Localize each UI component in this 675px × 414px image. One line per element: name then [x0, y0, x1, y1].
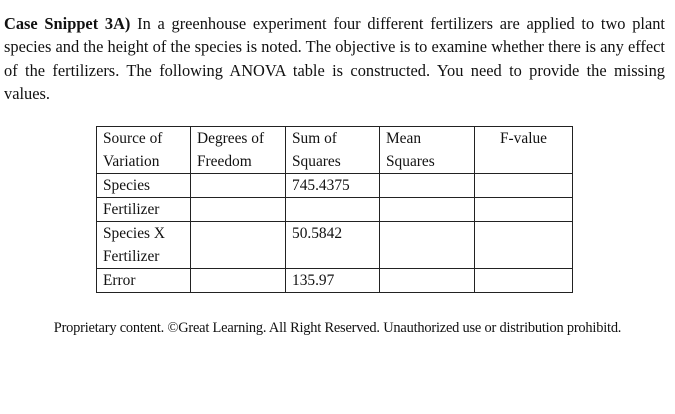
question-paragraph — [4, 12, 665, 105]
cell-ss: 50.5842 — [286, 222, 380, 269]
header-mean-squares: Mean Squares — [380, 127, 475, 174]
cell-f — [475, 222, 573, 269]
table-header-row — [97, 127, 573, 174]
cell-ms — [380, 174, 475, 198]
cell-source: Species X Fertilizer — [97, 222, 191, 269]
cell-df — [191, 269, 286, 293]
anova-table — [96, 126, 573, 293]
cell-source: Error — [97, 269, 191, 293]
table-row-error — [97, 269, 573, 293]
cell-df — [191, 198, 286, 222]
table-row-fertilizer — [97, 198, 573, 222]
cell-f — [475, 174, 573, 198]
cell-ss: 745.4375 — [286, 174, 380, 198]
cell-ms — [380, 198, 475, 222]
cell-ms — [380, 222, 475, 269]
cell-df — [191, 174, 286, 198]
cell-ss: 135.97 — [286, 269, 380, 293]
copyright-footer: Proprietary content. ©Great Learning. All Right Reserved. Unauthorized use or distribution prohibitd. — [53, 320, 622, 336]
question-text: In a greenhouse experiment four different fertilizers are applied to two plant species and the height of the species is noted. The objective is to examine whether there is any effect of the fertilizers. The following ANOVA table is constructed. You need to provide the missing values. — [4, 14, 665, 103]
table-row-interaction — [97, 222, 573, 269]
cell-ms — [380, 269, 475, 293]
cell-source: Species — [97, 174, 191, 198]
header-degrees-of-freedom: Degrees of Freedom — [191, 127, 286, 174]
cell-f — [475, 198, 573, 222]
cell-f — [475, 269, 573, 293]
question-label: Case Snippet 3A) — [4, 14, 131, 33]
cell-df — [191, 222, 286, 269]
header-sum-of-squares: Sum of Squares — [286, 127, 380, 174]
header-f-value: F-value — [475, 127, 573, 174]
cell-ss — [286, 198, 380, 222]
header-source-of-variation: Source of Variation — [97, 127, 191, 174]
table-row-species — [97, 174, 573, 198]
cell-source: Fertilizer — [97, 198, 191, 222]
